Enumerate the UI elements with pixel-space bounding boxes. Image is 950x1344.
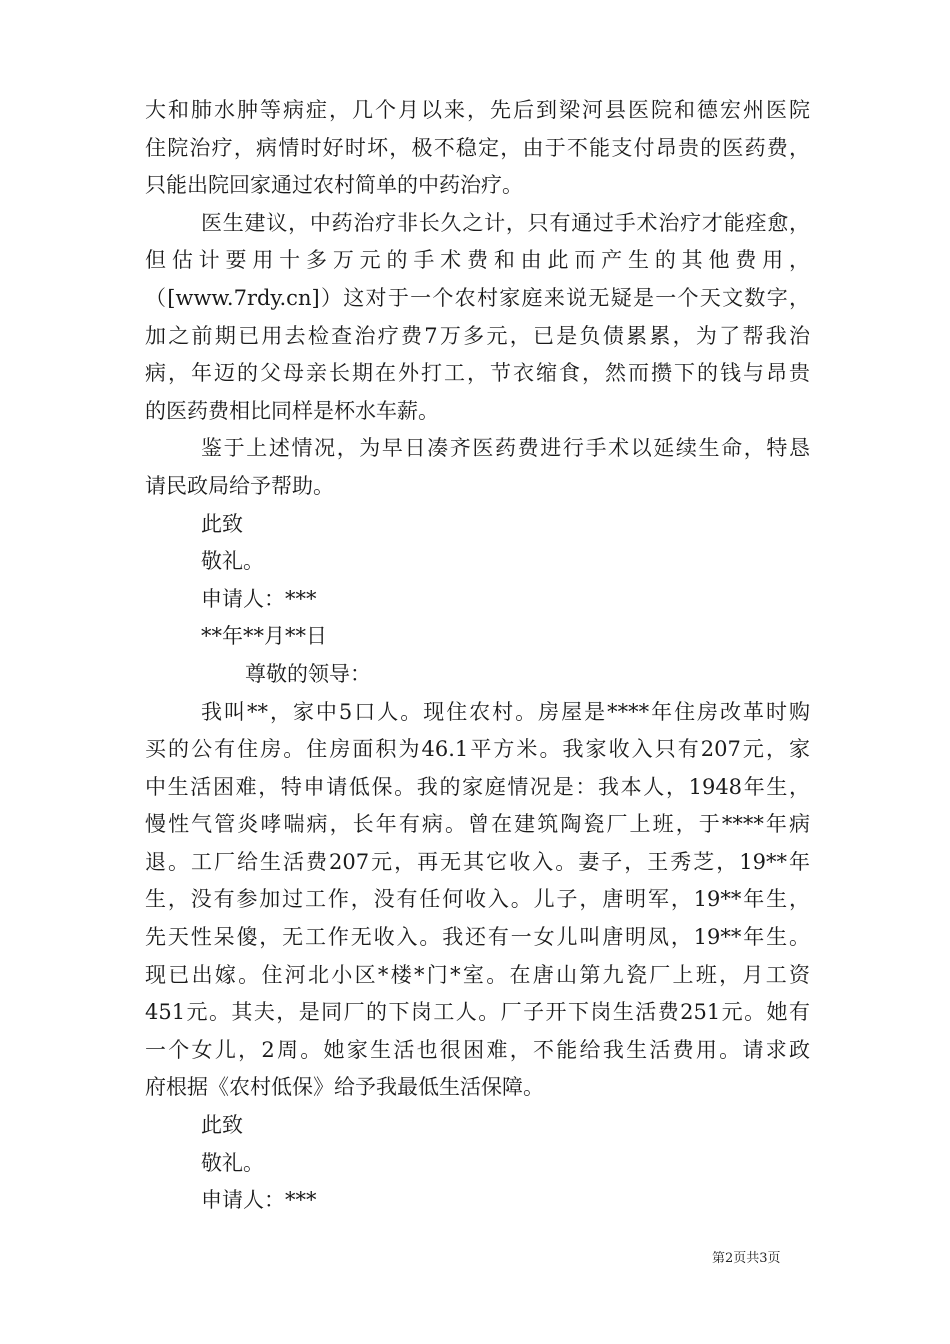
signature-date: **年**月**日: [201, 624, 327, 649]
page-indicator: 第2页共3页: [712, 1251, 781, 1266]
body-line-18: 买的公有住房。住房面积为46.1平方米。我家收入只有207元，家: [145, 737, 810, 762]
body-line-22: 生，没有参加过工作，没有任何收入。儿子，唐明军，19**年生，: [145, 887, 810, 912]
document-page: [145, 92, 810, 1220]
applicant-signature-2: 申请人：***: [201, 1188, 317, 1213]
body-line-5: 但估计要用十多万元的手术费和由此而产生的其他费用，: [145, 248, 810, 273]
body-line-10: 鉴于上述情况，为早日凑齐医药费进行手术以延续生命，特恳: [201, 436, 810, 461]
body-line-2: 住院治疗，病情时好时坏，极不稳定，由于不能支付昂贵的医药费，: [145, 135, 810, 160]
body-line-21: 退。工厂给生活费207元，再无其它收入。妻子，王秀芝，19**年: [145, 849, 810, 874]
applicant-signature: 申请人：***: [201, 586, 317, 611]
closing-salutation: 此致: [201, 511, 243, 536]
closing-salutation-2: 此致: [201, 1113, 243, 1138]
closing-regards-2: 敬礼。: [201, 1150, 264, 1175]
letter-greeting: 尊敬的领导：: [245, 661, 371, 686]
body-line-23: 先天性呆傻，无工作无收入。我还有一女儿叫唐明凤，19**年生。: [145, 925, 810, 950]
body-line-19: 中生活困难，特申请低保。我的家庭情况是：我本人，1948年生，: [145, 774, 810, 799]
body-line-9: 的医药费相比同样是杯水车薪。: [145, 398, 439, 423]
body-line-4: 医生建议，中药治疗非长久之计，只有通过手术治疗才能痊愈，: [201, 210, 810, 235]
body-line-1: 大和肺水肿等病症，几个月以来，先后到梁河县医院和德宏州医院: [145, 98, 810, 122]
body-line-27: 府根据《农村低保》给予我最低生活保障。: [145, 1075, 544, 1100]
body-line-8: 病，年迈的父母亲长期在外打工，节衣缩食，然而攒下的钱与昂贵: [145, 361, 810, 386]
body-line-26: 一个女儿，2周。她家生活也很困难，不能给我生活费用。请求政: [145, 1037, 810, 1062]
body-line-3: 只能出院回家通过农村简单的中药治疗。: [145, 173, 523, 198]
body-line-6: （[www.7rdy.cn]）这对于一个农村家庭来说无疑是一个天文数字，: [145, 285, 810, 310]
closing-regards: 敬礼。: [201, 549, 264, 574]
body-line-11: 请民政局给予帮助。: [145, 473, 334, 498]
body-line-24: 现已出嫁。住河北小区*楼*门*室。在唐山第九瓷厂上班，月工资: [145, 962, 810, 987]
body-line-7: 加之前期已用去检查治疗费7万多元，已是负债累累，为了帮我治: [145, 323, 810, 348]
body-line-17: 我叫**，家中5口人。现住农村。房屋是****年住房改革时购: [201, 699, 810, 724]
body-line-20: 慢性气管炎哮喘病，长年有病。曾在建筑陶瓷厂上班，于****年病: [145, 812, 810, 837]
body-line-25: 451元。其夫，是同厂的下岗工人。厂子开下岗生活费251元。她有: [145, 1000, 810, 1025]
